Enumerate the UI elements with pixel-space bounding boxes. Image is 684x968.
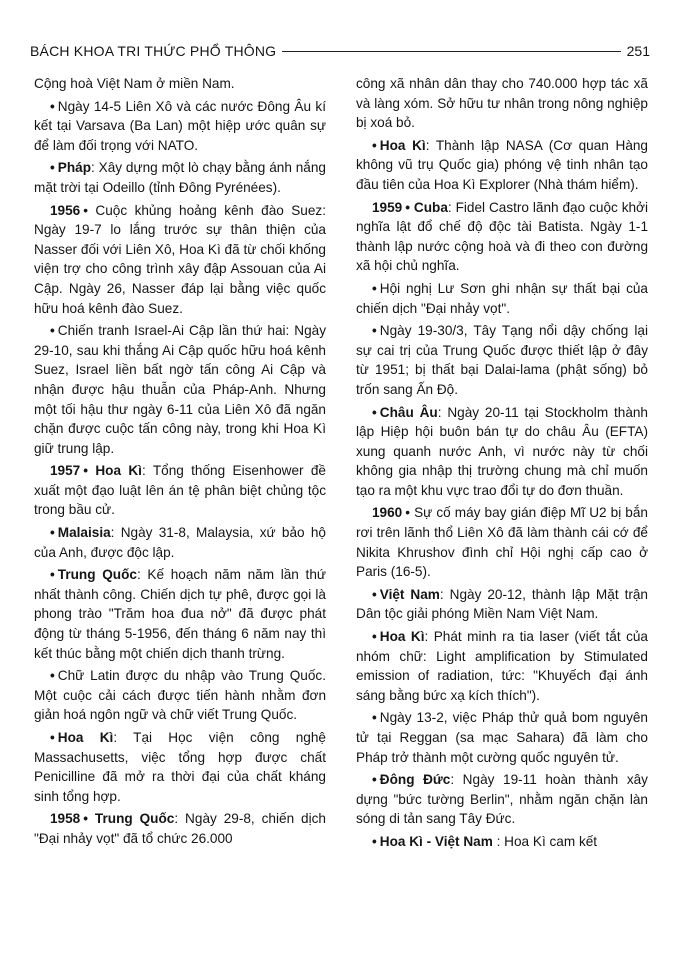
paragraph-text: : Xây dựng một lò chạy bằng ánh nắng mặt trời tại Odeillo (tỉnh Đông Pyrénées). — [34, 160, 326, 195]
paragraph-text: : Ngày 19-11 hoàn thành xây dựng "bức tường Berlin", nhằm ngăn chặn làn sóng di tản sang Tây Đức. — [356, 772, 648, 827]
country-label: • Trung Quốc — [83, 811, 175, 827]
country-label: Việt Nam — [379, 586, 440, 602]
bullet-mark: • — [372, 586, 377, 602]
bullet-mark: • — [372, 629, 377, 645]
paragraph-text: Cộng hoà Việt Nam ở miền Nam. — [34, 76, 235, 91]
paragraph-text: • Sự cố máy bay gián điệp Mĩ U2 bị bắn rơi trên lãnh thổ Liên Xô đã làm thành cái cớ để Nikita Khrushov đình chỉ Hội nghị cấp cao ở Paris (16-5). — [356, 505, 648, 580]
country-label: Trung Quốc — [57, 567, 137, 583]
page-number: 251 — [626, 43, 650, 59]
paragraph-text: : Ngày 31-8, Malaysia, xứ bảo hộ của Anh, được độc lập. — [34, 525, 326, 560]
paragraph-text: : Thành lập NASA (Cơ quan Hàng không vũ trụ Quốc gia) phóng vệ tinh nhân tạo đầu tiên của Hoa Kì Explorer (Nhà thám hiểm). — [356, 137, 648, 192]
paragraph-text: Ngày 13-2, việc Pháp thử quả bom nguyên tử tại Reggan (sa mạc Sahara) đã làm cho Pháp trở thành một cường quốc nguyên tử. — [356, 710, 648, 765]
paragraph — [356, 708, 648, 767]
bullet-mark: • — [50, 525, 55, 541]
paragraph — [34, 461, 326, 520]
paragraph — [356, 198, 648, 276]
paragraph — [356, 770, 648, 829]
paragraph — [34, 565, 326, 663]
paragraph-text: : Fidel Castro lãnh đạo cuộc khởi nghĩa lật đổ chế độ độc tài Batista. Ngày 1-1 thành lập nước cộng hoà và đi theo con đường xã hội chủ nghĩa. — [356, 199, 648, 274]
country-label: • Hoa Kì — [83, 463, 142, 479]
paragraph — [34, 97, 326, 156]
year-label: 1956 — [50, 202, 81, 218]
year-label: 1958 — [50, 811, 81, 827]
paragraph-text: Chiến tranh Israel-Ai Cập lần thứ hai: Ngày 29-10, sau khi thắng Ai Cập quốc hữu hoá kênh Suez, Israel liền bất ngờ tấn công Ai Cập và nhận được hậu thuẫn của Pháp-Anh. Nhưng một tối hậu thư ngày 6-11 của Liên Xô đã ngăn chặn được cuộc tấn công này, trong khi Hoa Kì giữ trung lập. — [34, 323, 326, 456]
paragraph — [356, 832, 648, 852]
paragraph — [34, 523, 326, 562]
year-label: 1960 — [372, 505, 403, 521]
year-label: 1959 — [372, 199, 403, 215]
paragraph — [356, 321, 648, 399]
bullet-mark: • — [372, 404, 377, 420]
year-label: 1957 — [50, 463, 81, 479]
bullet-mark: • — [50, 668, 55, 684]
bullet-mark: • — [372, 280, 377, 296]
bullet-mark: • — [372, 833, 377, 849]
paragraph-text: : Phát minh ra tia laser (viết tắt của nhóm chữ: Light amplification by Stimulated emission of radiation, tức: "Khuyếch đại ánh sáng bằng bức xạ kích thích"). — [356, 629, 648, 703]
country-label: Châu Âu — [379, 404, 438, 420]
bullet-mark: • — [372, 137, 377, 153]
paragraph-text: : Tổng thống Eisenhower đề xuất một đạo luật lên án tệ phân biệt chủng tộc trong bầu cử. — [34, 463, 326, 518]
right-column — [356, 74, 648, 855]
paragraph-text: công xã nhân dân thay cho 740.000 hợp tác xã và làng xóm. Sở hữu tư nhân trong nông nghiệp bị xoá bỏ. — [356, 76, 648, 131]
bullet-mark: • — [372, 323, 377, 339]
country-label: Malaisia — [57, 525, 111, 541]
bullet-mark: • — [50, 323, 55, 339]
paragraph-text: Ngày 19-30/3, Tây Tạng nổi dậy chống lại sự cai trị của Trung Quốc được thiết lập ở đây từ 1951; bị thất bại Dalai-lama (phật sống) bỏ trốn sang Ấn Độ. — [356, 323, 648, 397]
paragraph — [356, 585, 648, 624]
bullet-mark: • — [50, 567, 55, 583]
header-rule — [282, 51, 620, 52]
page-header — [30, 40, 650, 62]
country-label: Hoa Kì — [379, 137, 426, 153]
country-label: Hoa Kì — [379, 629, 425, 645]
country-label: Pháp — [57, 160, 91, 176]
paragraph — [34, 74, 326, 94]
paragraph-text: : Kế hoạch năm năm lần thứ nhất thành công. Chiến dịch tự phê, được gọi là phong trào "Trăm hoa đua nở" đã được phát động từ tháng 5-1956, đến tháng 6 năm nay thì kết thúc bằng một chiến dịch thanh trừng. — [34, 567, 326, 661]
bullet-mark: • — [372, 772, 377, 788]
paragraph — [356, 403, 648, 501]
paragraph — [356, 503, 648, 581]
paragraph — [34, 158, 326, 197]
running-title: BÁCH KHOA TRI THỨC PHỔ THÔNG — [30, 43, 277, 59]
paragraph — [34, 728, 326, 806]
left-column — [34, 74, 326, 852]
country-label: Hoa Kì — [57, 730, 114, 745]
paragraph-text: • Cuộc khủng hoảng kênh đào Suez: Ngày 19-7 lo lắng trước sự thân thiện của Nasser đối với Liên Xô, Hoa Kì đã từ chối khống viện trợ cho công trình xây đập Assouan của Ai Cập. Ngày 26, Nasser đáp lại bằng việc quốc hữu hoá kênh đào Suez. — [34, 202, 326, 316]
paragraph — [34, 201, 326, 319]
paragraph-text: Chữ Latin được du nhập vào Trung Quốc. Một cuộc cải cách được tiến hành nhằm đơn giản hoá ngôn ngữ và chữ viết Trung Quốc. — [34, 668, 326, 723]
country-label: Hoa Kì - Việt Nam — [379, 833, 493, 849]
paragraph-text: : Ngày 29-8, chiến dịch "Đại nhảy vọt" đã tổ chức 26.000 — [34, 811, 326, 846]
paragraph-text: Hội nghị Lư Sơn ghi nhận sự thất bại của chiến dịch "Đại nhảy vọt". — [356, 280, 648, 316]
bullet-mark: • — [372, 710, 377, 726]
bullet-mark: • — [50, 98, 55, 114]
paragraph — [356, 627, 648, 705]
paragraph — [34, 666, 326, 725]
paragraph — [34, 809, 326, 848]
paragraph — [34, 321, 326, 458]
bullet-mark: • — [50, 730, 55, 745]
paragraph-text: : Hoa Kì cam kết — [492, 833, 598, 849]
paragraph-text: : Ngày 20-11 tại Stockholm thành lập Hiệp hội buôn bán tự do châu Âu (EFTA) xung quanh nước Anh, vì nước này từ chối không gia nhập thị trường chung mà chỉ muốn tạo ra một khu vực trao đổi tự do đơn thuần. — [356, 404, 648, 498]
paragraph — [356, 279, 648, 318]
country-label: Đông Đức — [379, 772, 451, 788]
paragraph-text: : Tại Học viện công nghệ Massachusetts, việc tổng hợp được chất Penicilline đã mở ra thời đại của chất kháng sinh tổng hợp. — [34, 730, 326, 804]
country-label: • Cuba — [405, 199, 448, 215]
paragraph-text: Ngày 14-5 Liên Xô và các nước Đông Âu kí kết tại Varsava (Ba Lan) một hiệp ước quân sự để làm đối trọng với NATO. — [34, 98, 326, 153]
paragraph — [356, 74, 648, 133]
paragraph-text: : Ngày 20-12, thành lập Mặt trận Dân tộc giải phóng Miền Nam Việt Nam. — [356, 586, 648, 622]
paragraph — [356, 136, 648, 195]
bullet-mark: • — [50, 160, 55, 176]
